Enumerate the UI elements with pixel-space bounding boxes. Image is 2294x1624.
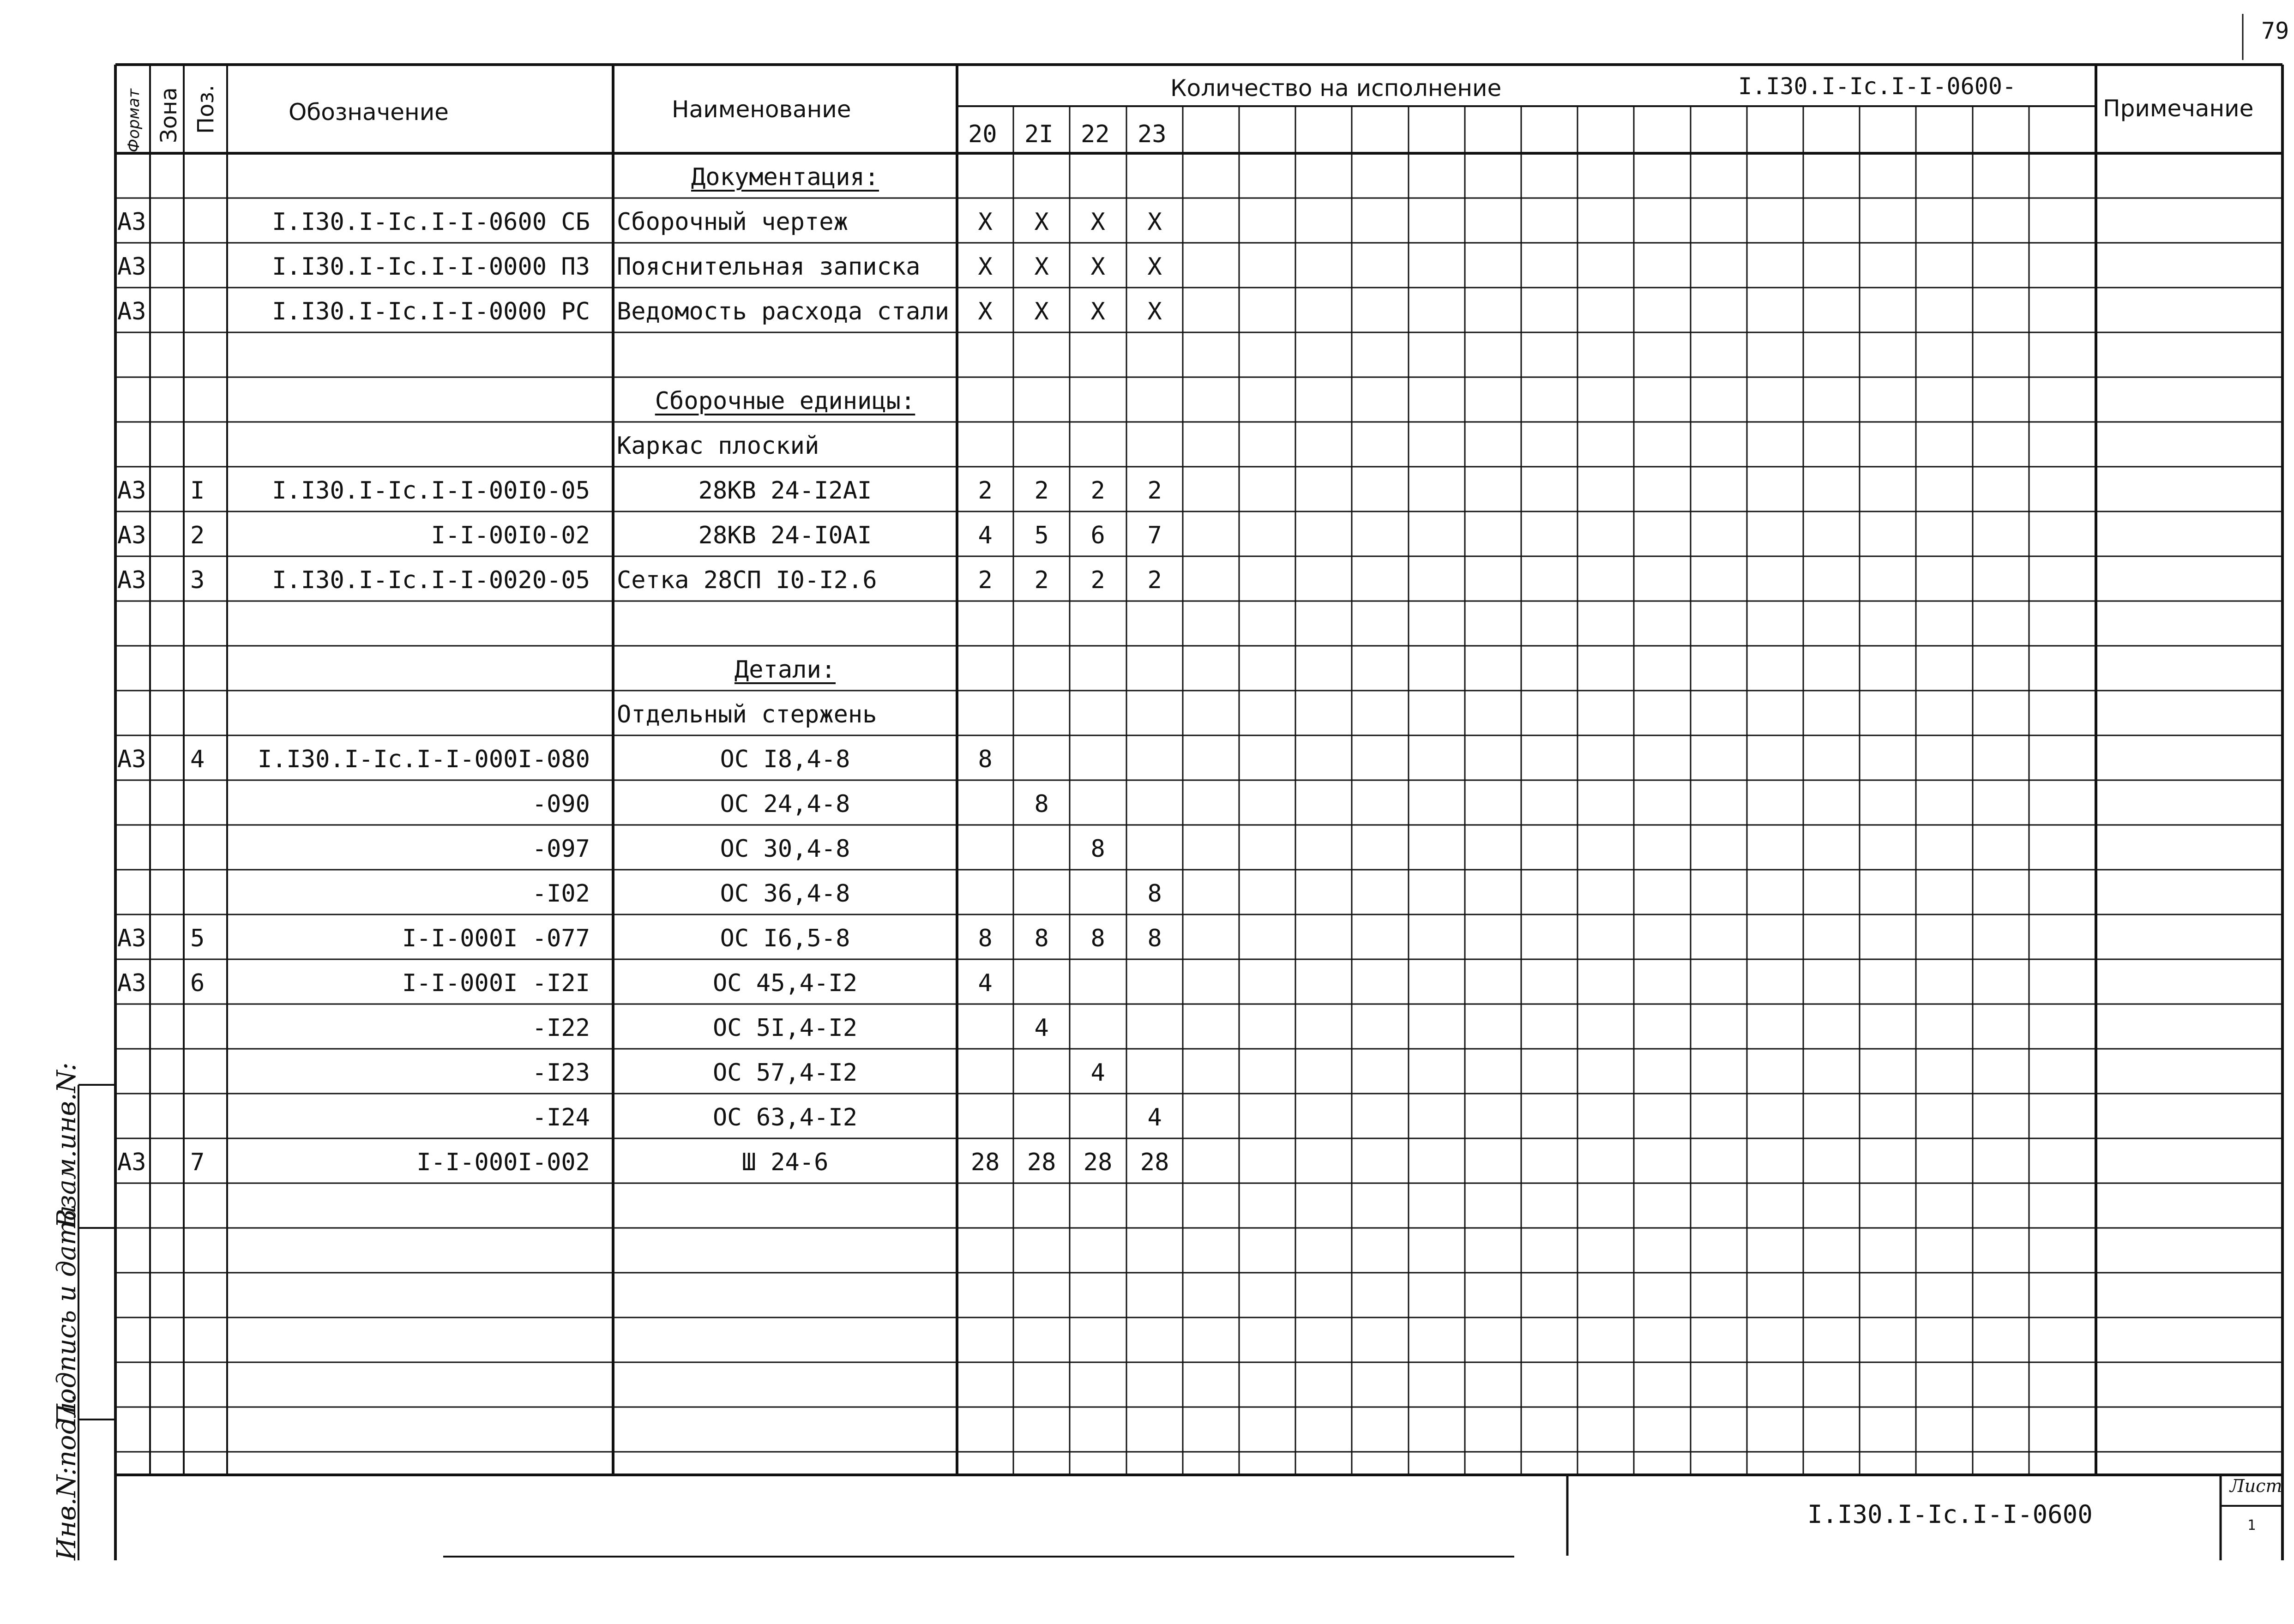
row-format: А3: [117, 925, 146, 952]
side-label-signature-date: Подпись и дата: [52, 1205, 82, 1426]
row-format: А3: [117, 566, 146, 594]
row-name: ОС 36,4-8: [720, 880, 850, 908]
row-designation: I.I30.I-Ic.I-I-0000 РС: [272, 298, 590, 325]
header-pos: Поз.: [193, 84, 219, 134]
row-quantity: 28: [970, 1149, 1000, 1176]
page-number: 79: [2261, 18, 2289, 44]
row-quantity: 5: [1034, 522, 1049, 549]
header-designation: Обозначение: [289, 99, 449, 126]
variant-header-3: 23: [1138, 120, 1167, 148]
row-designation: I.I30.I-Ic.I-I-00I0-05: [272, 477, 590, 505]
row-quantity: 7: [1147, 522, 1162, 549]
row-designation: -I24: [532, 1104, 590, 1131]
row-designation: I-I-000I -I2I: [402, 969, 590, 997]
sheet-number: 1: [2247, 1517, 2256, 1534]
header-name: Наименование: [672, 96, 851, 123]
row-name: ОС 57,4-I2: [712, 1059, 858, 1087]
row-quantity: X: [1034, 208, 1049, 236]
row-name: Детали:: [734, 656, 836, 684]
row-quantity: 8: [1034, 790, 1049, 818]
side-label-inv-orig: Инв.N:подл.: [52, 1394, 82, 1560]
header-format: Формат: [125, 89, 143, 152]
row-format: А3: [117, 1149, 146, 1176]
row-name: Отдельный стержень: [617, 701, 877, 728]
row-quantity: 28: [1027, 1149, 1056, 1176]
row-name: ОС I6,5-8: [720, 925, 850, 952]
row-designation: -I23: [532, 1059, 590, 1087]
row-name: Ведомость расхода стали: [617, 298, 950, 325]
row-quantity: 8: [978, 746, 993, 773]
row-quantity: 4: [1090, 1059, 1105, 1087]
row-format: А3: [117, 522, 146, 549]
sheet-label: Лист: [2230, 1476, 2282, 1496]
row-designation: I.I30.I-Ic.I-I-0600 СБ: [272, 208, 590, 236]
row-name: Ш 24-6: [741, 1149, 829, 1176]
row-format: А3: [117, 253, 146, 281]
row-format: А3: [117, 477, 146, 505]
row-quantity: 8: [1090, 925, 1105, 952]
row-quantity: 4: [1147, 1104, 1162, 1131]
row-quantity: 8: [978, 925, 993, 952]
row-quantity: 28: [1083, 1149, 1113, 1176]
row-name: ОС 30,4-8: [720, 835, 850, 863]
row-designation: I.I30.I-Ic.I-I-0020-05: [272, 566, 590, 594]
row-quantity: X: [1090, 208, 1105, 236]
row-quantity: 2: [1147, 566, 1162, 594]
row-quantity: X: [1090, 253, 1105, 281]
row-quantity: 8: [1147, 880, 1162, 908]
header-quantity: Количество на исполнение: [1170, 75, 1502, 102]
row-name: ОС I8,4-8: [720, 746, 850, 773]
row-name: 28КВ 24-I2АI: [698, 477, 872, 505]
row-designation: -I22: [532, 1014, 590, 1042]
row-quantity: X: [978, 253, 993, 281]
row-designation: I.I30.I-Ic.I-I-000I-080: [257, 746, 590, 773]
row-designation: -090: [532, 790, 590, 818]
row-quantity: 2: [978, 566, 993, 594]
variant-header-1: 2I: [1024, 120, 1054, 148]
row-quantity: X: [1147, 208, 1162, 236]
row-quantity: X: [1147, 253, 1162, 281]
row-quantity: X: [1090, 298, 1105, 325]
row-quantity: 28: [1140, 1149, 1169, 1176]
row-format: А3: [117, 969, 146, 997]
row-name: Пояснительная записка: [617, 253, 921, 281]
row-position: 6: [190, 969, 205, 997]
row-quantity: 4: [978, 969, 993, 997]
row-quantity: 2: [1034, 566, 1049, 594]
header-series: I.I30.I-Ic.I-I-0600-: [1738, 73, 2017, 100]
row-designation: -I02: [532, 880, 590, 908]
row-format: А3: [117, 208, 146, 236]
row-name: Документация:: [691, 163, 879, 191]
table-grid: [78, 14, 2282, 1560]
row-name: Сборочные единицы:: [655, 387, 915, 415]
row-designation: I.I30.I-Ic.I-I-0000 ПЗ: [272, 253, 590, 281]
header-note: Примечание: [2103, 95, 2254, 122]
row-name: Сборочный чертеж: [617, 208, 848, 236]
row-format: А3: [117, 746, 146, 773]
row-name: Сетка 28СП I0-I2.6: [617, 566, 877, 594]
row-name: ОС 24,4-8: [720, 790, 850, 818]
header-zone: Зона: [156, 87, 182, 143]
row-quantity: 2: [1034, 477, 1049, 505]
row-name: 28КВ 24-I0АI: [698, 522, 872, 549]
row-position: 7: [190, 1149, 205, 1176]
row-quantity: 8: [1034, 925, 1049, 952]
row-quantity: 2: [1090, 566, 1105, 594]
row-quantity: 2: [1090, 477, 1105, 505]
row-position: 4: [190, 746, 205, 773]
row-designation: -097: [532, 835, 590, 863]
row-position: 2: [190, 522, 205, 549]
row-quantity: 6: [1090, 522, 1105, 549]
variant-header-2: 22: [1081, 120, 1110, 148]
row-quantity: 4: [978, 522, 993, 549]
row-name: ОС 63,4-I2: [712, 1104, 858, 1131]
row-quantity: X: [1034, 253, 1049, 281]
row-quantity: 4: [1034, 1014, 1049, 1042]
row-quantity: 2: [1147, 477, 1162, 505]
row-quantity: X: [1034, 298, 1049, 325]
row-quantity: X: [1147, 298, 1162, 325]
row-position: 5: [190, 925, 205, 952]
row-quantity: X: [978, 208, 993, 236]
row-name: ОС 5I,4-I2: [712, 1014, 858, 1042]
row-quantity: 8: [1090, 835, 1105, 863]
row-quantity: 2: [978, 477, 993, 505]
row-position: I: [190, 477, 205, 505]
row-position: 3: [190, 566, 205, 594]
row-quantity: 8: [1147, 925, 1162, 952]
row-quantity: X: [978, 298, 993, 325]
row-designation: I-I-00I0-02: [431, 522, 590, 549]
title-block-document: I.I30.I-Ic.I-I-0600: [1807, 1500, 2093, 1529]
row-name: Каркас плоский: [617, 432, 819, 460]
row-format: А3: [117, 298, 146, 325]
row-designation: I-I-000I -077: [402, 925, 590, 952]
row-name: ОС 45,4-I2: [712, 969, 858, 997]
side-label-replace-inv: Взам.инв.N:: [52, 1062, 82, 1228]
row-designation: I-I-000I-002: [416, 1149, 590, 1176]
variant-header-0: 20: [968, 120, 997, 148]
